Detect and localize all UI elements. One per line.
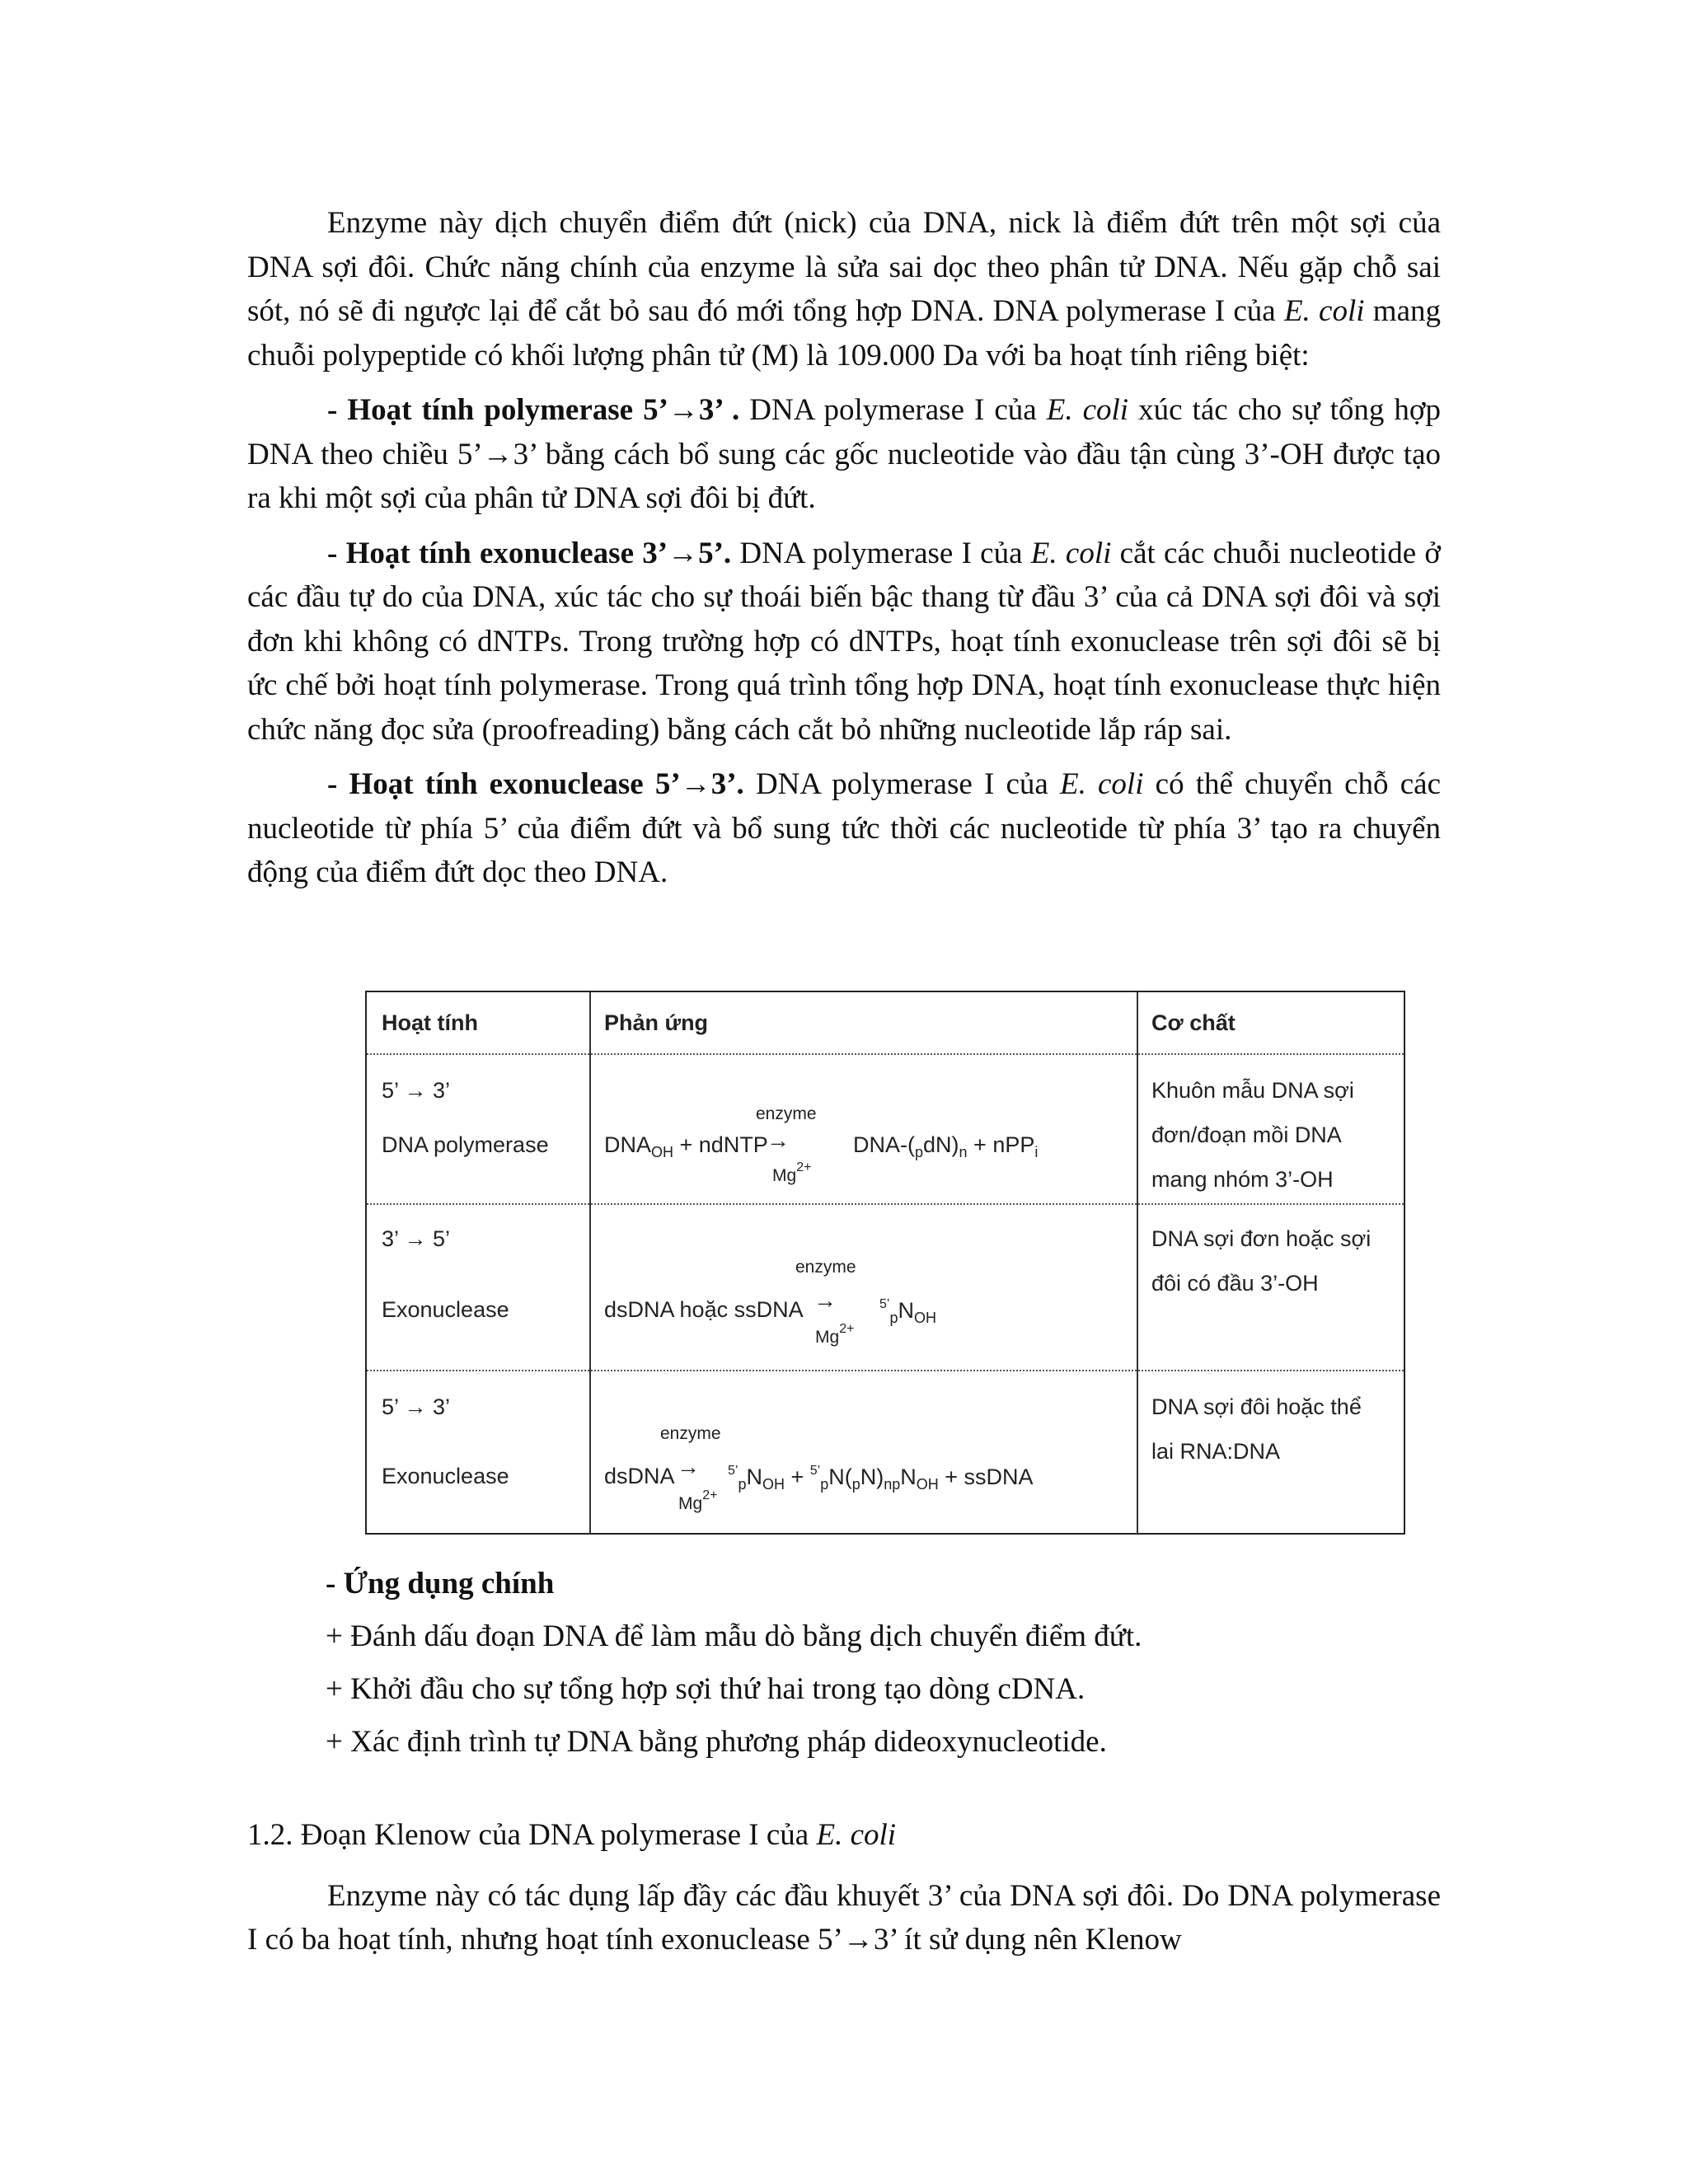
section-paragraph: Enzyme này có tác dụng lấp đầy các đầu khuyết 3’ của DNA sợi đôi. Do DNA polymerase I có ba hoạt tính, nhưng hoạt tính exonuclease 5’→3’ ít sử dụng nên Klenow [247,1878,1441,1957]
row3-product: $^{5’}_pN_{OH} + ^{5’}_pN(_pN)_{np}N_{OH}$ + ssDNA [728,1464,1034,1493]
section-klenow [247,1813,1441,1962]
header-reaction: Phản ứng [604,1010,709,1035]
applications-title: - Ứng dụng chính [326,1567,555,1601]
intro-paragraph: Enzyme này dịch chuyển điểm đứt (nick) của DNA, nick là điểm đứt trên một sợi của DNA sợi đôi. Chức năng chính của enzyme là sửa sai dọc theo phân tử DNA. Nếu gặp chỗ sai sót, nó sẽ đi ngược lại để cắt bỏ sau đó mới tổng hợp DNA. DNA polymerase I của E. coli mang chuỗi polypeptide có khối lượng phân tử (M) là 109.000 Da với ba hoạt tính riêng biệt: [247,206,1442,373]
activity-table [365,991,1405,1535]
row-divider [367,1053,1404,1055]
row2-enzyme-label: enzyme [795,1258,856,1277]
row3-substrate-1: DNA sợi đôi hoặc thể [1151,1394,1362,1419]
row1-reaction: $DNA_{OH}$ + ndNTP [604,1132,768,1160]
row1-substrate-2: đơn/đoạn mồi DNA [1151,1122,1342,1147]
application-item: + Đánh dấu đoạn DNA để làm mẫu dò bằng dịch chuyển điểm đứt. [326,1619,1142,1653]
row3-enzyme-label: enzyme [660,1424,721,1443]
row1-direction: 5’ → 3’ [382,1078,451,1103]
intro-text-block [247,201,1441,895]
row1-mg-label: $Mg^{2+}$ [772,1160,812,1185]
header-substrate: Cơ chất [1151,1010,1236,1035]
applications-block [326,1558,1479,1769]
row2-reaction: dsDNA hoặc ssDNA [604,1297,804,1322]
application-item: + Khởi đầu cho sự tổng hợp sợi thứ hai trong tạo dòng cDNA. [326,1672,1085,1706]
row2-substrate-1: DNA sợi đơn hoặc sợi [1151,1226,1372,1251]
row2-substrate-2: đôi có đầu 3’-OH [1151,1271,1319,1296]
activity-polymerase: - Hoạt tính polymerase 5’→3’ . DNA polymerase I của E. coli xúc tác cho sự tổng hợp DNA theo chiều 5’→3’ bằng cách bổ sung các gốc nucleotide vào đầu tận cùng 3’-OH được tạo ra khi một sợi của phân tử DNA sợi đôi bị đứt. [247,393,1441,515]
row-divider [367,1203,1404,1205]
row3-name: Exonuclease [382,1464,509,1488]
activity-exonuclease-3-5: - Hoạt tính exonuclease 3’→5’. DNA polymerase I của E. coli cắt các chuỗi nucleotide ở các đầu tự do của DNA, xúc tác cho sự thoái biến bậc thang từ đầu 3’ của cả DNA sợi đôi và sợi đơn khi không có dNTPs. Trong trường hợp có dNTPs, hoạt tính exonuclease trên sợi đôi sẽ bị ức chế bởi hoạt tính polymerase. Trong quá trình tổng hợp DNA, hoạt tính exonuclease thực hiện chức năng đọc sửa (proofreading) bằng cách cắt bỏ những nucleotide lắp ráp sai. [247,536,1441,747]
column-divider [1137,992,1138,1533]
row3-mg-label: $Mg^{2+}$ [678,1488,718,1513]
row1-product: DNA-$(_pdN)_n + nPP_i$ [853,1132,1039,1160]
row1-enzyme-label: enzyme [756,1104,817,1123]
row2-product: $^{5’}_pN_{OH}$ [879,1297,936,1326]
application-item: + Xác định trình tự DNA bằng phương pháp dideoxynucleotide. [326,1725,1107,1759]
row2-direction: 3’ → 5’ [382,1226,451,1251]
row2-arrow-icon: → [814,1287,837,1313]
row-divider [367,1370,1404,1371]
activity-exonuclease-5-3: - Hoạt tính exonuclease 5’→3’. DNA polymerase I của E. coli có thể chuyển chỗ các nucleotide từ phía 5’ của điểm đứt và bổ sung tức thời các nucleotide từ phía 3’ tạo ra chuyển động của điểm đứt dọc theo DNA. [247,767,1441,889]
row1-arrow-icon: → [767,1127,790,1153]
row3-arrow-icon: → [677,1454,700,1479]
row3-substrate-2: lai RNA:DNA [1151,1439,1281,1464]
column-divider [589,992,591,1533]
header-activity: Hoạt tính [382,1010,478,1035]
row2-mg-label: $Mg^{2+}$ [815,1322,855,1347]
row3-reaction: dsDNA [604,1464,675,1488]
row1-name: DNA polymerase [382,1132,549,1157]
row1-substrate-3: mang nhóm 3’-OH [1151,1167,1334,1192]
row1-substrate-1: Khuôn mẫu DNA sợi [1151,1078,1354,1103]
section-heading: 1.2. Đoạn Klenow của DNA polymerase I của E. coli [247,1818,897,1852]
row3-direction: 5’ → 3’ [382,1394,451,1419]
row2-name: Exonuclease [382,1297,509,1322]
